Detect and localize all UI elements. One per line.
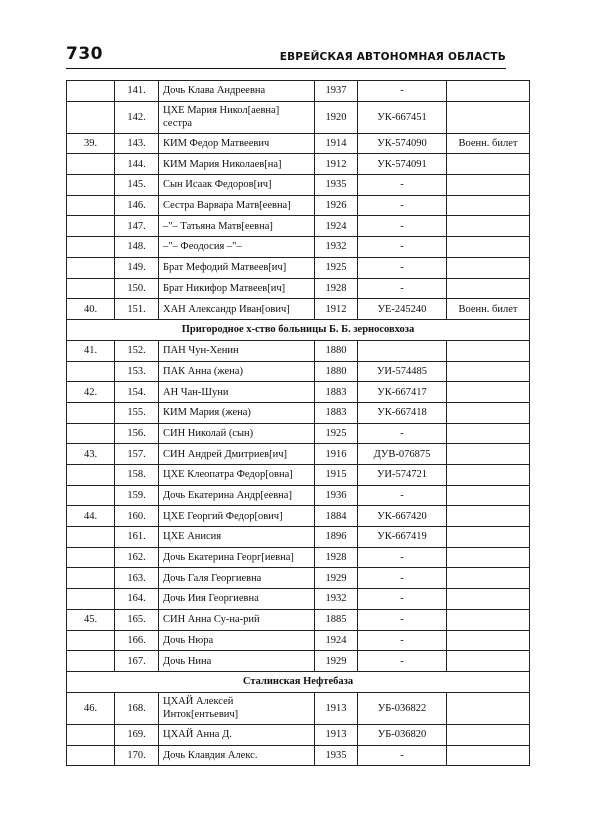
family-group-number: 44. (67, 506, 115, 527)
family-group-number (67, 568, 115, 589)
person-name: СИН Анна Су-на-рий (159, 609, 315, 630)
person-name: ПАК Анна (жена) (159, 361, 315, 382)
person-name: ПАН Чун-Хенин (159, 340, 315, 361)
document-number: УК-667451 (358, 101, 447, 133)
document-number: УК-667417 (358, 382, 447, 403)
table-row (67, 175, 530, 196)
page-header (66, 42, 506, 69)
note: Военн. билет (447, 299, 530, 320)
document-number (358, 340, 447, 361)
family-group-number (67, 278, 115, 299)
note (447, 485, 530, 506)
birth-year: 1929 (315, 651, 358, 672)
table-row (67, 195, 530, 216)
family-group-number: 39. (67, 133, 115, 154)
page-number: 730 (66, 44, 103, 64)
family-group-number (67, 724, 115, 745)
birth-year: 1913 (315, 692, 358, 724)
note: Военн. билет (447, 133, 530, 154)
table-row (67, 609, 530, 630)
table-row (67, 237, 530, 258)
family-group-number (67, 216, 115, 237)
document-number: УИ-574721 (358, 465, 447, 486)
document-number: - (358, 589, 447, 610)
person-number: 160. (115, 506, 159, 527)
document-number: - (358, 257, 447, 278)
family-group-number (67, 81, 115, 102)
person-number: 162. (115, 547, 159, 568)
birth-year: 1924 (315, 216, 358, 237)
note (447, 423, 530, 444)
family-group-number: 40. (67, 299, 115, 320)
birth-year: 1883 (315, 402, 358, 423)
table-row (67, 745, 530, 766)
document-number: - (358, 175, 447, 196)
person-name: ЦХЕ Анисия (159, 527, 315, 548)
roster-table (66, 80, 530, 766)
document-number: - (358, 651, 447, 672)
note (447, 547, 530, 568)
person-number: 155. (115, 402, 159, 423)
document-number: - (358, 568, 447, 589)
note (447, 609, 530, 630)
birth-year: 1928 (315, 278, 358, 299)
table-row (67, 506, 530, 527)
birth-year: 1926 (315, 195, 358, 216)
table-row (67, 299, 530, 320)
person-number: 164. (115, 589, 159, 610)
birth-year: 1912 (315, 154, 358, 175)
table-row (67, 568, 530, 589)
person-number: 147. (115, 216, 159, 237)
person-number: 158. (115, 465, 159, 486)
person-name: Дочь Клавдия Алекс. (159, 745, 315, 766)
table-row (67, 589, 530, 610)
document-number: УБ-036822 (358, 692, 447, 724)
person-number: 165. (115, 609, 159, 630)
table-row (67, 630, 530, 651)
person-name: Брат Никифор Матвеев[ич] (159, 278, 315, 299)
note (447, 154, 530, 175)
note (447, 589, 530, 610)
family-group-number (67, 237, 115, 258)
person-name: Сестра Варвара Матв[еевна] (159, 195, 315, 216)
birth-year: 1915 (315, 465, 358, 486)
birth-year: 1913 (315, 724, 358, 745)
person-name: ХАН Александр Иван[ович] (159, 299, 315, 320)
table-row (67, 547, 530, 568)
person-name: Дочь Нюра (159, 630, 315, 651)
note (447, 81, 530, 102)
family-group-number (67, 101, 115, 133)
person-number: 150. (115, 278, 159, 299)
person-name: СИН Николай (сын) (159, 423, 315, 444)
birth-year: 1885 (315, 609, 358, 630)
note (447, 340, 530, 361)
birth-year: 1920 (315, 101, 358, 133)
document-number: - (358, 216, 447, 237)
table-row (67, 465, 530, 486)
birth-year: 1924 (315, 630, 358, 651)
note (447, 444, 530, 465)
person-name: Дочь Нина (159, 651, 315, 672)
person-number: 166. (115, 630, 159, 651)
note (447, 568, 530, 589)
note (447, 278, 530, 299)
person-number: 153. (115, 361, 159, 382)
note (447, 692, 530, 724)
table-row (67, 692, 530, 724)
table-row (67, 81, 530, 102)
person-number: 142. (115, 101, 159, 133)
family-group-number: 46. (67, 692, 115, 724)
person-number: 143. (115, 133, 159, 154)
person-number: 145. (115, 175, 159, 196)
document-number: - (358, 630, 447, 651)
document-number: - (358, 745, 447, 766)
note (447, 216, 530, 237)
table-row (67, 423, 530, 444)
family-group-number (67, 361, 115, 382)
birth-year: 1937 (315, 81, 358, 102)
table-row (67, 382, 530, 403)
person-name: Дочь Клава Андреевна (159, 81, 315, 102)
note (447, 724, 530, 745)
section-heading-row (67, 319, 530, 340)
person-number: 146. (115, 195, 159, 216)
person-name: ЦХЕ Клеопатра Федор[овна] (159, 465, 315, 486)
family-group-number: 45. (67, 609, 115, 630)
family-group-number (67, 589, 115, 610)
family-group-number (67, 465, 115, 486)
family-group-number (67, 745, 115, 766)
family-group-number (67, 423, 115, 444)
person-number: 148. (115, 237, 159, 258)
note (447, 506, 530, 527)
person-name: Сын Исаак Федоров[ич] (159, 175, 315, 196)
document-number: - (358, 278, 447, 299)
document-number: УК-667419 (358, 527, 447, 548)
table-row (67, 101, 530, 133)
note (447, 361, 530, 382)
section-heading: Сталинская Нефтебаза (67, 671, 530, 692)
table-row (67, 340, 530, 361)
birth-year: 1932 (315, 589, 358, 610)
table-row (67, 651, 530, 672)
family-group-number: 41. (67, 340, 115, 361)
birth-year: 1896 (315, 527, 358, 548)
birth-year: 1880 (315, 340, 358, 361)
person-number: 154. (115, 382, 159, 403)
document-number: - (358, 609, 447, 630)
running-title: ЕВРЕЙСКАЯ АВТОНОМНАЯ ОБЛАСТЬ (279, 51, 506, 63)
document-number: - (358, 81, 447, 102)
family-group-number (67, 485, 115, 506)
person-name: ЦХЕ Мария Никол[аевна] сестра (159, 101, 315, 133)
document-number: УК-667418 (358, 402, 447, 423)
person-number: 169. (115, 724, 159, 745)
family-group-number (67, 630, 115, 651)
person-name: Дочь Галя Георгиевна (159, 568, 315, 589)
note (447, 257, 530, 278)
person-number: 152. (115, 340, 159, 361)
person-number: 170. (115, 745, 159, 766)
birth-year: 1935 (315, 745, 358, 766)
note (447, 402, 530, 423)
person-name: КИМ Федор Матвеевич (159, 133, 315, 154)
document-number: ДУВ-076875 (358, 444, 447, 465)
note (447, 630, 530, 651)
document-number: - (358, 195, 447, 216)
person-name: Дочь Екатерина Георг[иевна] (159, 547, 315, 568)
family-group-number (67, 257, 115, 278)
document-number: УК-574091 (358, 154, 447, 175)
birth-year: 1928 (315, 547, 358, 568)
person-number: 156. (115, 423, 159, 444)
birth-year: 1929 (315, 568, 358, 589)
document-number: - (358, 237, 447, 258)
document-number: УИ-574485 (358, 361, 447, 382)
person-number: 163. (115, 568, 159, 589)
table-row (67, 402, 530, 423)
person-name: ЦХЕ Георгий Федор[ович] (159, 506, 315, 527)
section-heading: Пригородное х-ство больницы Б. Б. зерносовхоза (67, 319, 530, 340)
birth-year: 1912 (315, 299, 358, 320)
family-group-number (67, 402, 115, 423)
person-number: 168. (115, 692, 159, 724)
birth-year: 1916 (315, 444, 358, 465)
person-name: –"– Татьяна Матв[еевна] (159, 216, 315, 237)
note (447, 465, 530, 486)
document-number: УЕ-245240 (358, 299, 447, 320)
birth-year: 1925 (315, 257, 358, 278)
birth-year: 1935 (315, 175, 358, 196)
document-number: - (358, 423, 447, 444)
table-row (67, 444, 530, 465)
person-name: Дочь Екатерина Андр[еевна] (159, 485, 315, 506)
person-name: Дочь Иия Георгиевна (159, 589, 315, 610)
table-row (67, 278, 530, 299)
person-name: СИН Андрей Дмитриев[ич] (159, 444, 315, 465)
birth-year: 1925 (315, 423, 358, 444)
person-number: 167. (115, 651, 159, 672)
birth-year: 1880 (315, 361, 358, 382)
person-number: 149. (115, 257, 159, 278)
person-name: –"– Феодосия –"– (159, 237, 315, 258)
person-name: КИМ Мария Николаев[на] (159, 154, 315, 175)
note (447, 175, 530, 196)
person-name: ЦХАЙ Алексей Инток[ентьевич] (159, 692, 315, 724)
note (447, 745, 530, 766)
birth-year: 1936 (315, 485, 358, 506)
family-group-number (67, 175, 115, 196)
table-row (67, 133, 530, 154)
family-group-number (67, 651, 115, 672)
person-name: Брат Мефодий Матвеев[ич] (159, 257, 315, 278)
family-group-number (67, 195, 115, 216)
person-number: 161. (115, 527, 159, 548)
table-row (67, 724, 530, 745)
document-number: УК-574090 (358, 133, 447, 154)
family-group-number (67, 527, 115, 548)
family-group-number: 42. (67, 382, 115, 403)
person-number: 159. (115, 485, 159, 506)
person-number: 144. (115, 154, 159, 175)
birth-year: 1932 (315, 237, 358, 258)
table-row (67, 216, 530, 237)
section-heading-row (67, 671, 530, 692)
note (447, 237, 530, 258)
birth-year: 1884 (315, 506, 358, 527)
person-number: 141. (115, 81, 159, 102)
family-group-number: 43. (67, 444, 115, 465)
note (447, 651, 530, 672)
table-row (67, 361, 530, 382)
roster-body (67, 81, 530, 766)
person-number: 157. (115, 444, 159, 465)
document-number: УБ-036820 (358, 724, 447, 745)
person-number: 151. (115, 299, 159, 320)
note (447, 382, 530, 403)
birth-year: 1883 (315, 382, 358, 403)
table-row (67, 527, 530, 548)
table-row (67, 154, 530, 175)
person-name: АН Чан-Шуни (159, 382, 315, 403)
document-number: - (358, 547, 447, 568)
table-row (67, 257, 530, 278)
document-number: - (358, 485, 447, 506)
note (447, 527, 530, 548)
note (447, 101, 530, 133)
person-name: ЦХАЙ Анна Д. (159, 724, 315, 745)
document-number: УК-667420 (358, 506, 447, 527)
family-group-number (67, 547, 115, 568)
family-group-number (67, 154, 115, 175)
birth-year: 1914 (315, 133, 358, 154)
table-row (67, 485, 530, 506)
note (447, 195, 530, 216)
person-name: КИМ Мария (жена) (159, 402, 315, 423)
